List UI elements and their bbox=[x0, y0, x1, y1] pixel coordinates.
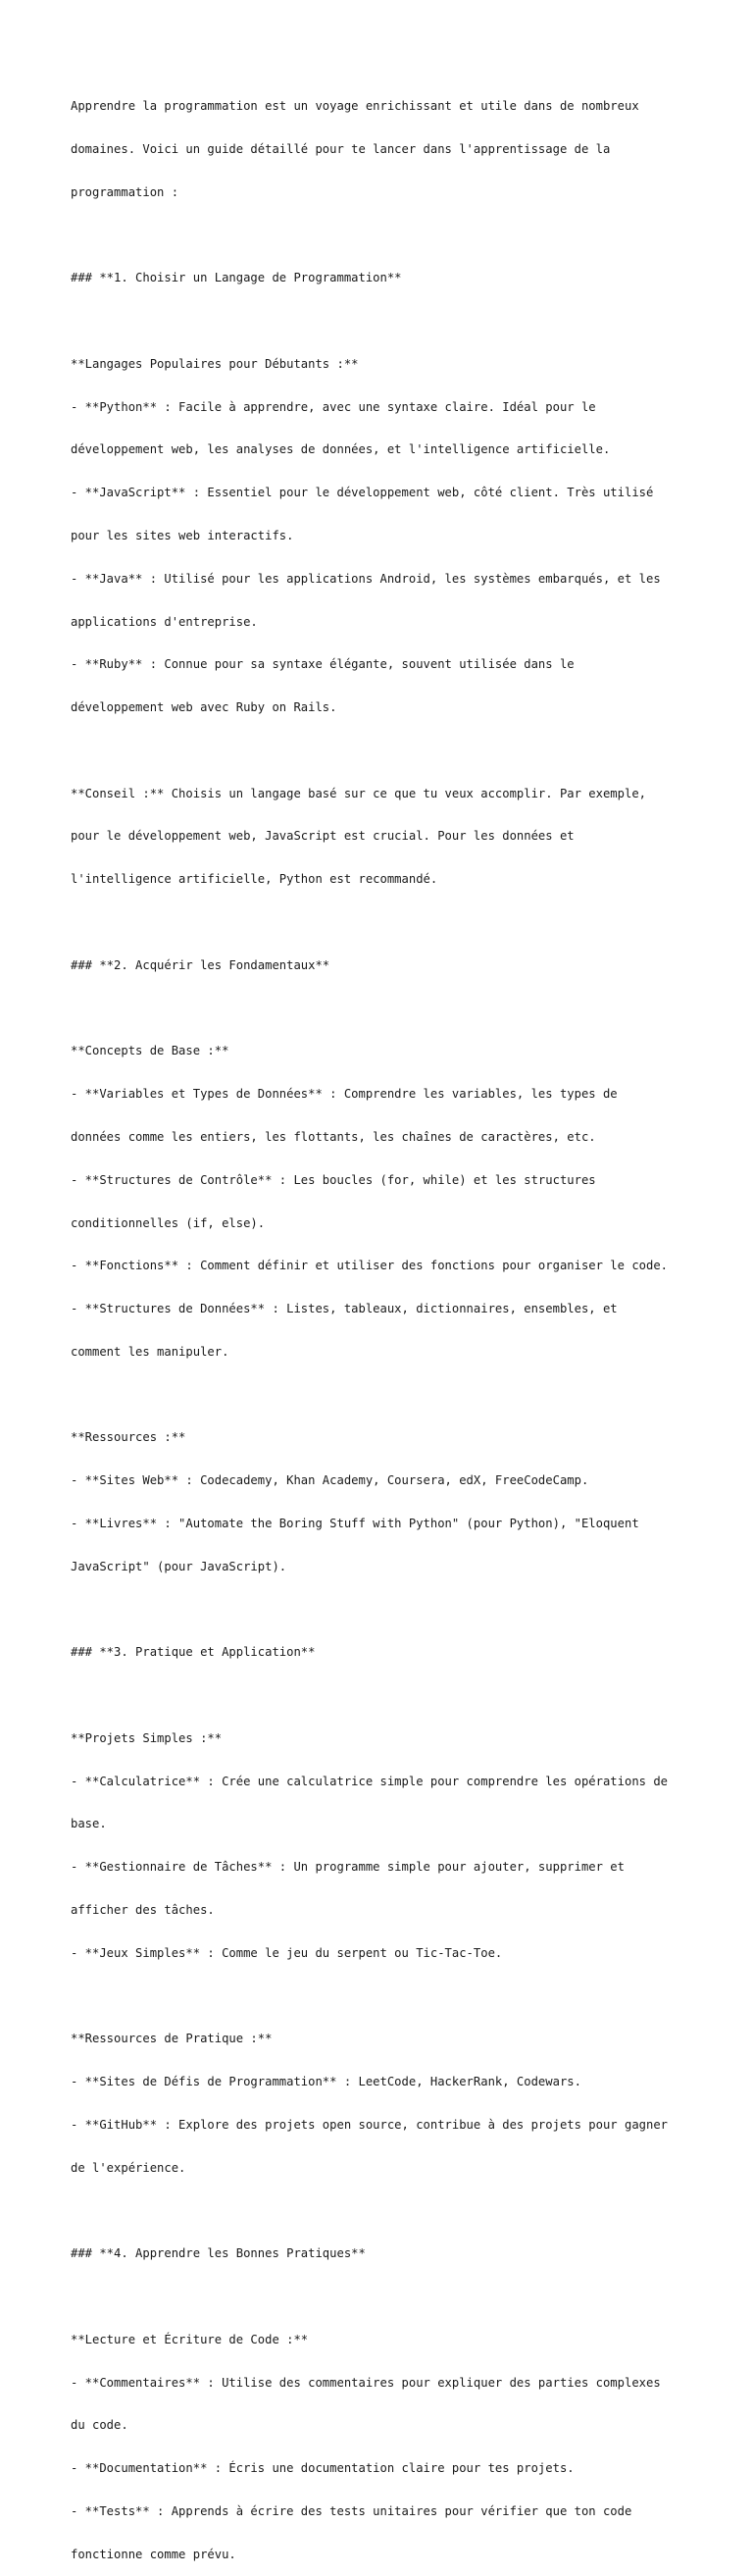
list-item: - **Variables et Types de Données** : Comprendre les variables, les types de bbox=[71, 1087, 618, 1102]
text-line: applications d'entreprise. bbox=[71, 614, 258, 629]
text-line: données comme les entiers, les flottants, les chaînes de caractères, etc. bbox=[71, 1129, 596, 1144]
blank-line bbox=[71, 1603, 698, 1618]
text-line: de l'expérience. bbox=[71, 2160, 186, 2175]
text-line: développement web avec Ruby on Rails. bbox=[71, 700, 337, 715]
list-item: - **Java** : Utilisé pour les applications Android, les systèmes embarqués, et les bbox=[71, 571, 661, 586]
subheading: **Ressources de Pratique :** bbox=[71, 2032, 273, 2046]
text-line: conditionnelles (if, else). bbox=[71, 1215, 266, 1230]
blank-line bbox=[71, 2203, 698, 2218]
blank-line bbox=[71, 1002, 698, 1016]
list-item: - **Documentation** : Écris une documentation claire pour tes projets. bbox=[71, 2461, 575, 2476]
section-heading: ### **3. Pratique et Application** bbox=[71, 1645, 316, 1660]
text-line: programmation : bbox=[71, 184, 179, 199]
list-item: - **Sites de Défis de Programmation** : LeetCode, HackerRank, Codewars. bbox=[71, 2075, 581, 2089]
list-item: - **JavaScript** : Essentiel pour le développement web, côté client. Très utilisé bbox=[71, 486, 654, 500]
list-item: - **Calculatrice** : Crée une calculatrice simple pour comprendre les opérations de bbox=[71, 1774, 669, 1788]
blank-line bbox=[71, 229, 698, 243]
subheading: **Projets Simples :** bbox=[71, 1730, 223, 1745]
text-line: base. bbox=[71, 1817, 107, 1831]
subheading: **Concepts de Base :** bbox=[71, 1044, 229, 1058]
list-item: - **Ruby** : Connue pour sa syntaxe élégante, souvent utilisée dans le bbox=[71, 657, 575, 672]
blank-line bbox=[71, 1989, 698, 2004]
section-heading: ### **1. Choisir un Langage de Programmation** bbox=[71, 271, 402, 285]
text-line: domaines. Voici un guide détaillé pour te lancer dans l'apprentissage de la bbox=[71, 141, 611, 156]
text-line: développement web, les analyses de données, et l'intelligence artificielle. bbox=[71, 442, 611, 457]
list-item: - **Structures de Données** : Listes, tableaux, dictionnaires, ensembles, et bbox=[71, 1302, 618, 1316]
text-line: pour les sites web interactifs. bbox=[71, 529, 294, 542]
text-line: afficher des tâches. bbox=[71, 1903, 215, 1917]
document-body bbox=[71, 71, 698, 2576]
section-heading: ### **2. Acquérir les Fondamentaux** bbox=[71, 957, 330, 972]
blank-line bbox=[71, 1388, 698, 1403]
text-line: comment les manipuler. bbox=[71, 1344, 229, 1359]
list-item: - **Fonctions** : Comment définir et utiliser des fonctions pour organiser le code. bbox=[71, 1259, 669, 1273]
text-line: fonctionne comme prévu. bbox=[71, 2547, 236, 2561]
list-item: - **Commentaires** : Utilise des commentaires pour expliquer des parties complexes bbox=[71, 2375, 661, 2390]
text-line: **Conseil :** Choisis un langage basé sur ce que tu veux accomplir. Par exemple, bbox=[71, 786, 646, 800]
list-item: - **Livres** : "Automate the Boring Stuff with Python" (pour Python), "Eloquent bbox=[71, 1516, 639, 1530]
text-line: l'intelligence artificielle, Python est recommandé. bbox=[71, 872, 438, 887]
list-item: - **Structures de Contrôle** : Les boucles (for, while) et les structures bbox=[71, 1172, 596, 1187]
text-line: JavaScript" (pour JavaScript). bbox=[71, 1559, 287, 1573]
list-item: - **Python** : Facile à apprendre, avec une syntaxe claire. Idéal pour le bbox=[71, 399, 596, 414]
blank-line bbox=[71, 915, 698, 930]
blank-line bbox=[71, 314, 698, 329]
list-item: - **Tests** : Apprends à écrire des tests unitaires pour vérifier que ton code bbox=[71, 2503, 632, 2518]
blank-line bbox=[71, 2290, 698, 2304]
list-item: - **GitHub** : Explore des projets open source, contribue à des projets pour gagner bbox=[71, 2117, 669, 2132]
list-item: - **Sites Web** : Codecademy, Khan Academy, Coursera, edX, FreeCodeCamp. bbox=[71, 1473, 589, 1488]
blank-line bbox=[71, 744, 698, 758]
subheading: **Ressources :** bbox=[71, 1430, 186, 1445]
subheading: **Langages Populaires pour Débutants :** bbox=[71, 356, 359, 371]
blank-line bbox=[71, 1688, 698, 1703]
list-item: - **Gestionnaire de Tâches** : Un programme simple pour ajouter, supprimer et bbox=[71, 1860, 625, 1875]
section-heading: ### **4. Apprendre les Bonnes Pratiques** bbox=[71, 2246, 366, 2261]
text-line: pour le développement web, JavaScript est crucial. Pour les données et bbox=[71, 829, 575, 844]
subheading: **Lecture et Écriture de Code :** bbox=[71, 2332, 309, 2346]
text-line: Apprendre la programmation est un voyage enrichissant et utile dans de nombreux bbox=[71, 99, 639, 114]
list-item: - **Jeux Simples** : Comme le jeu du serpent ou Tic-Tac-Toe. bbox=[71, 1945, 503, 1960]
text-line: du code. bbox=[71, 2418, 128, 2433]
